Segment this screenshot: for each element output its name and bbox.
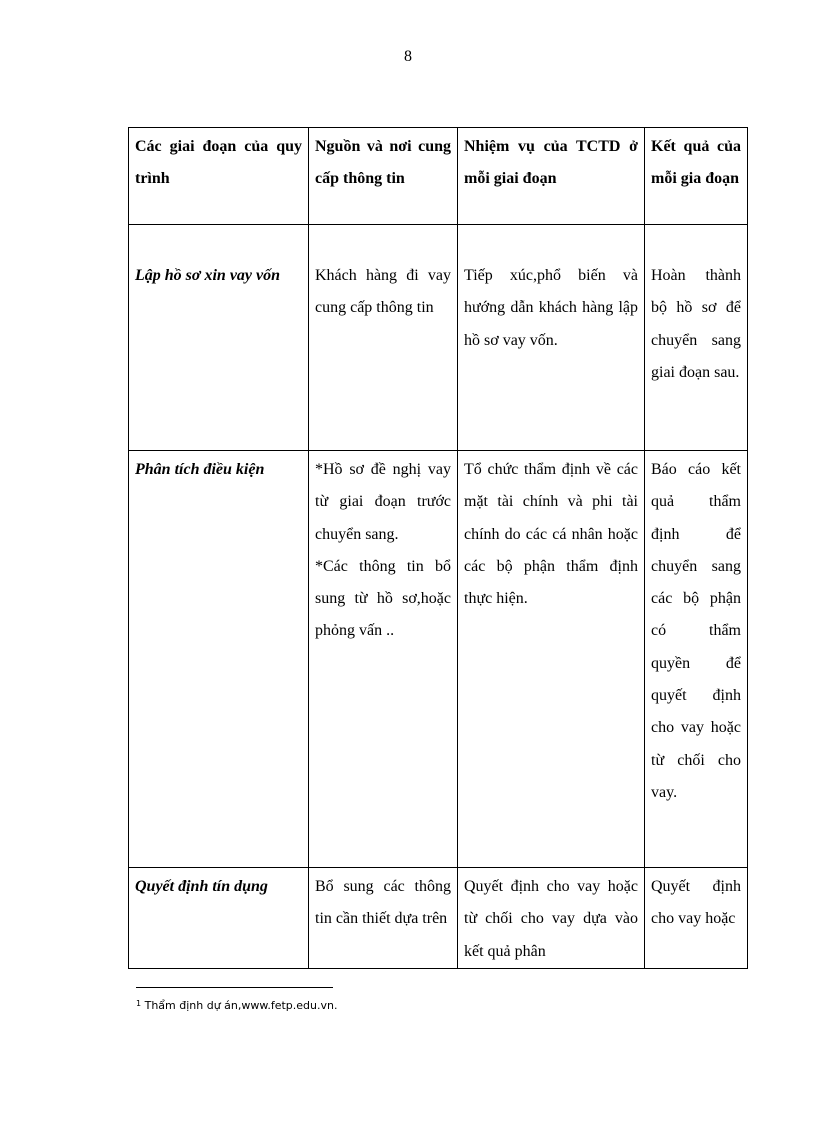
- credit-process-table: [128, 127, 748, 969]
- header-cell-source: Nguồn và nơi cung cấp thông tin: [309, 128, 458, 225]
- source-cell: Bổ sung các thông tin cần thiết dựa trên: [309, 868, 458, 969]
- header-cell-result: Kết quả của mỗi gia đoạn: [645, 128, 748, 225]
- result-cell: Quyết định cho vay hoặc: [645, 868, 748, 969]
- stage-cell: Phân tích điều kiện: [129, 451, 309, 868]
- stage-cell: Quyết định tín dụng: [129, 868, 309, 969]
- result-cell: Báo cáo kết quả thẩm định để chuyển sang các bộ phận có thẩm quyền để quyết định cho vay hoặc từ chối cho vay.: [645, 451, 748, 868]
- page-number: 8: [404, 48, 412, 65]
- table-header-row: [129, 128, 748, 225]
- stage-text: Lập hồ sơ xin vay vốn: [135, 267, 281, 284]
- header-cell-task: Nhiệm vụ của TCTD ở mỗi giai đoạn: [458, 128, 645, 225]
- source-cell: [309, 225, 458, 451]
- stage-cell: [129, 225, 309, 451]
- task-cell: Quyết định cho vay hoặc từ chối cho vay dựa vào kết quả phân: [458, 868, 645, 969]
- source-text-part-2: *Các thông tin bổ sung từ hồ sơ,hoặc phỏng vấn ..: [315, 557, 451, 640]
- table-row: [129, 451, 748, 868]
- task-cell: [458, 225, 645, 451]
- table-row: [129, 225, 748, 451]
- table-row: [129, 868, 748, 969]
- source-text-part-1: *Hồ sơ đề nghị vay từ giai đoạn trước chuyển sang.: [315, 461, 451, 543]
- footnote-text: Thẩm định dự án,www.fetp.edu.vn.: [144, 999, 338, 1012]
- result-cell: [645, 225, 748, 451]
- footnote-marker: 1: [136, 999, 142, 1008]
- header-cell-stage: Các giai đoạn của quy trình: [129, 128, 309, 225]
- task-text: Tiếp xúc,phổ biến và hướng dẫn khách hàng lập hồ sơ vay vốn.: [464, 267, 638, 349]
- result-text: Hoàn thành bộ hồ sơ để chuyển sang giai đoạn sau.: [651, 267, 741, 381]
- source-text: Khách hàng đi vay cung cấp thông tin: [315, 267, 451, 317]
- source-cell: [309, 451, 458, 868]
- footnote: [136, 999, 337, 1012]
- task-cell: Tổ chức thẩm định về các mặt tài chính và phi tài chính do các cá nhân hoặc các bộ phận thẩm định thực hiện.: [458, 451, 645, 868]
- footnote-divider: [136, 987, 333, 988]
